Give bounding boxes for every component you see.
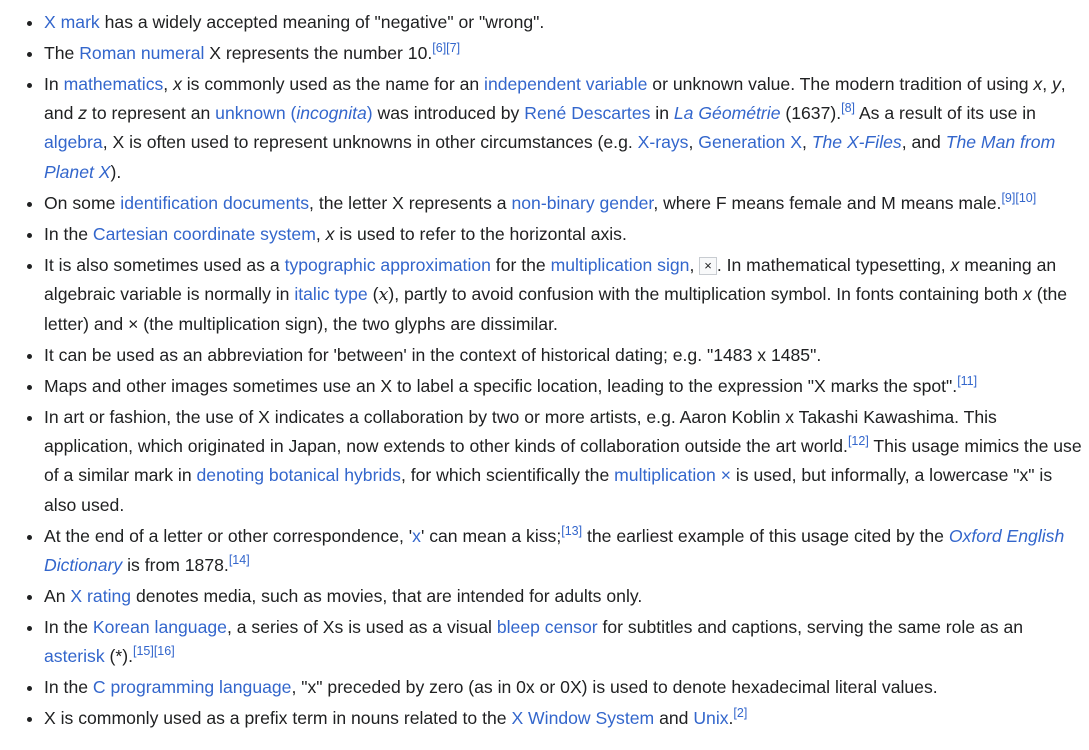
italic-text: x <box>173 74 182 94</box>
citation-link[interactable]: [16] <box>153 644 175 659</box>
text-segment: The <box>44 43 80 63</box>
list-item <box>44 341 1089 370</box>
citation-link[interactable]: [2] <box>733 706 748 721</box>
inline-link[interactable]: denoting botanical hybrids <box>196 465 401 486</box>
inline-link[interactable]: multiplication sign <box>550 254 690 275</box>
inline-link[interactable]: typographic approximation <box>284 254 491 275</box>
inline-link[interactable]: Korean language <box>92 616 227 637</box>
inline-link[interactable]: bleep censor <box>496 616 598 637</box>
text-segment: (the letter) and × (the multiplication sign), the two glyphs are dissimilar. <box>44 283 1068 335</box>
inline-link[interactable]: Unix <box>693 708 729 729</box>
text-segment: . In mathematical typesetting, <box>716 254 951 275</box>
list-item <box>44 251 1089 340</box>
text-segment: In <box>44 74 64 94</box>
text-segment: is from 1878. <box>122 554 229 575</box>
citation-link[interactable]: [10] <box>1015 190 1037 205</box>
text-segment: ). <box>110 161 122 182</box>
inline-link[interactable]: mathematics <box>63 74 164 94</box>
list-item <box>44 403 1089 520</box>
text-segment: for subtitles and captions, serving the same role as an <box>597 616 1024 637</box>
list-item <box>44 613 1089 671</box>
inline-link[interactable]: Cartesian coordinate system <box>92 223 316 244</box>
text-segment: X represents the number 10. <box>204 43 433 63</box>
text-segment: the earliest example of this usage cited by the <box>582 525 949 546</box>
inline-link[interactable]: Generation X <box>698 132 802 153</box>
citation-link[interactable]: [7] <box>446 41 461 56</box>
italic-text: y <box>1052 74 1061 94</box>
text-segment: As a result of its use in <box>855 103 1036 124</box>
text-segment: At the end of a letter or other correspondence, ' <box>44 525 413 546</box>
inline-link[interactable]: x <box>412 525 421 546</box>
text-segment: is commonly used as the name for an <box>181 74 485 94</box>
text-segment: , for which scientifically the <box>400 465 615 486</box>
inline-link[interactable]: X Window System <box>511 708 655 729</box>
citation-link[interactable]: [9] <box>1001 190 1016 205</box>
text-segment: It is also sometimes used as a <box>44 254 285 275</box>
inline-link[interactable]: asterisk <box>44 646 105 667</box>
text-segment: denotes media, such as movies, that are intended for adults only. <box>131 585 643 606</box>
citation-link[interactable]: [8] <box>841 101 856 116</box>
text-segment: and <box>654 708 694 729</box>
inline-link[interactable]: La Géométrie <box>673 103 781 124</box>
inline-link[interactable]: X-rays <box>637 132 689 153</box>
text-segment: or unknown value. The modern tradition of using <box>647 74 1034 94</box>
text-segment: ' can mean a kiss; <box>420 525 562 546</box>
text-segment: , and <box>901 132 946 153</box>
text-segment: , <box>801 132 812 153</box>
multiplication-sign-box: × <box>699 257 717 275</box>
inline-link[interactable]: X rating <box>70 585 132 606</box>
text-segment: was introduced by <box>372 103 525 124</box>
text-segment: is used, but informally, a lowercase "x" is also used. <box>44 465 1053 515</box>
text-segment: ), partly to avoid confusion with the multiplication symbol. In fonts containing both <box>388 283 1024 304</box>
text-segment: It can be used as an abbreviation for 'between' in the context of historical dating; e.g. "1483 x 1485". <box>44 345 822 366</box>
inline-link[interactable]: The X-Files <box>811 132 902 153</box>
inline-link[interactable]: C programming language <box>92 677 292 698</box>
text-segment: , <box>689 254 700 275</box>
inline-link[interactable]: independent variable <box>484 74 648 94</box>
citation-link[interactable]: [15] <box>132 644 154 659</box>
list-item <box>44 673 1089 702</box>
list-item <box>44 220 1089 249</box>
inline-link[interactable]: multiplication × <box>614 465 731 486</box>
text-segment: (*). <box>104 646 133 667</box>
list-item <box>44 522 1089 580</box>
list-item <box>44 39 1089 68</box>
text-segment: Maps and other images sometimes use an X to label a specific location, leading to the expression "X marks the spot". <box>44 376 958 397</box>
inline-link[interactable]: identification documents <box>120 192 310 213</box>
list-item <box>44 372 1089 401</box>
text-segment: meaning an algebraic variable is normally in <box>44 254 1057 304</box>
text-segment: has a widely accepted meaning of "negative" or "wrong". <box>99 12 545 32</box>
text-segment: In the <box>44 677 93 698</box>
text-segment: In the <box>44 616 93 637</box>
text-segment: to represent an <box>87 103 216 124</box>
italic-text: x <box>950 254 960 275</box>
list-item <box>44 582 1089 611</box>
text-segment: , the letter X represents a <box>309 192 512 213</box>
text-segment: , <box>315 223 326 244</box>
italic-text: x <box>1033 74 1043 94</box>
text-segment: On some <box>44 192 121 213</box>
citation-link[interactable]: [14] <box>228 552 250 567</box>
inline-link[interactable]: non-binary gender <box>511 192 654 213</box>
math-italic-x: 𝑥 <box>378 284 389 305</box>
inline-link[interactable]: The Man from Planet X <box>44 132 1056 182</box>
italic-text: x <box>325 223 335 244</box>
text-segment: In the <box>44 223 93 244</box>
inline-link[interactable]: Roman numeral <box>79 43 205 63</box>
list-item <box>44 70 1089 187</box>
inline-link[interactable]: algebra <box>44 132 103 153</box>
text-segment: is used to refer to the horizontal axis. <box>334 223 627 244</box>
text-segment: An <box>44 585 71 606</box>
text-segment: , <box>1042 74 1052 94</box>
text-segment: , and <box>44 74 1066 124</box>
citation-link[interactable]: [11] <box>957 374 978 389</box>
inline-link[interactable]: ) <box>366 103 373 124</box>
text-segment: (1637). <box>780 103 842 124</box>
text-segment: This usage mimics the use of a similar mark in <box>44 436 1082 486</box>
text-segment: , X is often used to represent unknowns in other circumstances (e.g. <box>102 132 638 153</box>
text-segment: , <box>688 132 699 153</box>
list-item <box>44 704 1089 733</box>
text-segment: for the <box>490 254 551 275</box>
italic-text: x <box>1023 283 1032 304</box>
text-segment: ( <box>367 283 379 304</box>
inline-link[interactable]: René Descartes <box>524 103 651 124</box>
text-segment: in <box>650 103 674 124</box>
citation-link[interactable]: [6] <box>432 41 447 56</box>
inline-link[interactable]: Oxford English Dictionary <box>44 525 1065 575</box>
text-segment: , a series of Xs is used as a visual <box>226 616 497 637</box>
inline-link[interactable]: unknown ( <box>215 103 297 124</box>
list-item <box>44 189 1089 218</box>
inline-link[interactable]: X mark <box>44 12 100 32</box>
text-segment: , "x" preceded by zero (as in 0x or 0X) is used to denote hexadecimal literal values. <box>291 677 938 698</box>
text-segment: In art or fashion, the use of X indicates a collaboration by two or more artists, e.g. Aaron Koblin x Takashi Kawashima. This application, which originated in Japan, now extends to other kinds of collaboration outside the art world. <box>44 407 997 457</box>
text-segment: X is commonly used as a prefix term in nouns related to the <box>44 708 512 729</box>
italic-text: z <box>78 103 88 124</box>
citation-link[interactable]: [12] <box>847 434 869 449</box>
text-segment: . <box>728 708 734 729</box>
text-segment: , <box>163 74 174 94</box>
citation-link[interactable]: [13] <box>561 523 583 538</box>
list-item <box>44 8 1089 37</box>
text-segment: , where F means female and M means male. <box>653 192 1002 213</box>
inline-link[interactable]: italic type <box>294 283 368 304</box>
inline-link[interactable]: incognita <box>296 103 367 124</box>
